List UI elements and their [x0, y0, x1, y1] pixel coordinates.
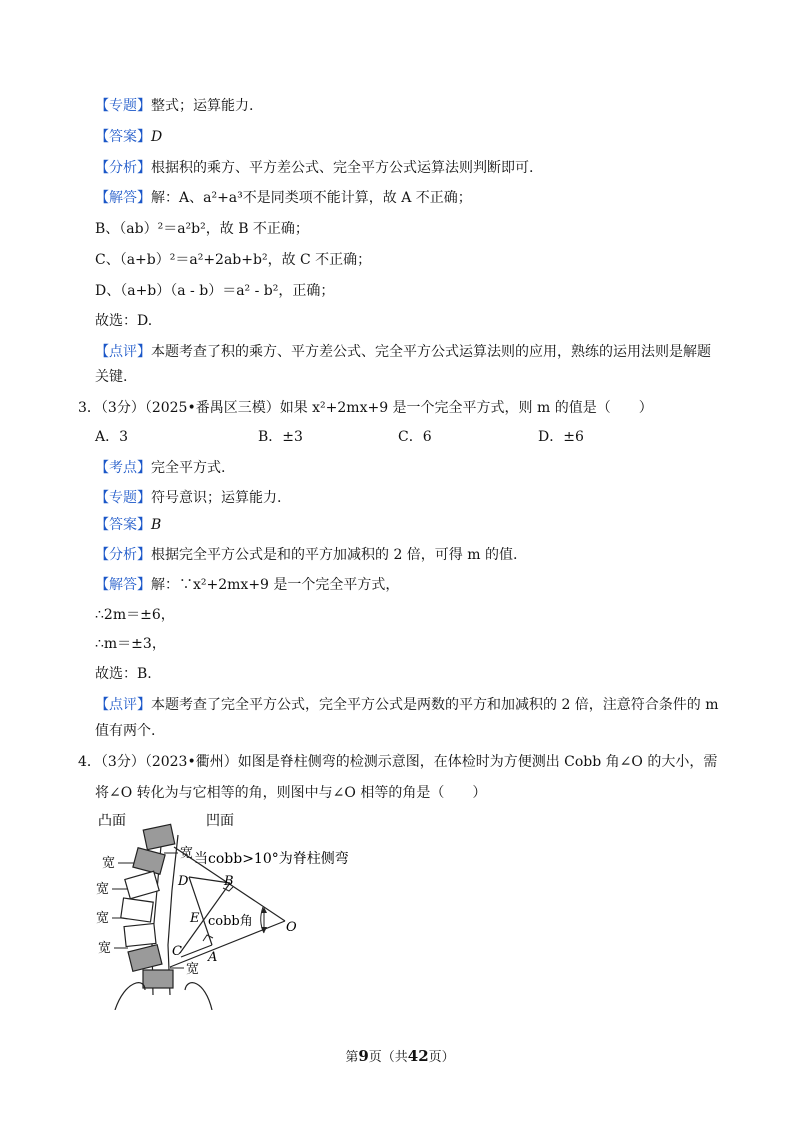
- q4-stem-line1: 4．（3分）（2023•衢州）如图是脊柱侧弯的检测示意图，在体检时为方便测出 Cobb 角∠O 的大小，需: [78, 754, 718, 770]
- q3-option-c: C．6: [398, 429, 432, 445]
- jieda-label: 【解答】: [95, 190, 151, 206]
- point-A: A: [208, 950, 218, 965]
- dianping-text: 本题考查了完全平方公式，完全平方公式是两数的平方和加减积的 2 倍，注意符合条件的 m: [151, 697, 719, 713]
- right-angle-mark: [203, 935, 213, 941]
- fenxi-text: 根据完全平方公式是和的平方加减积的 2 倍，可得 m 的值.: [151, 547, 518, 563]
- zhuanti-label: 【专题】: [95, 490, 151, 506]
- zhuanti-label: 【专题】: [95, 98, 151, 114]
- q2-dianping-line: [95, 342, 711, 362]
- label-condition: 当cobb>10°为脊柱侧弯: [194, 851, 349, 867]
- label-cobb: cobb角: [208, 914, 253, 929]
- vertebrae-group: [121, 824, 175, 988]
- point-B: B: [224, 874, 234, 889]
- pelvis-right: [185, 983, 212, 1010]
- point-O: O: [286, 920, 297, 935]
- zhuanti-text: 符号意识；运算能力.: [151, 490, 282, 506]
- spine-diagram: [90, 805, 420, 1010]
- q3-step1: ∴2m＝±6，: [95, 607, 175, 623]
- label-kuan: 宽: [96, 911, 110, 926]
- q2-line-d: D、（a+b）（a - b）＝a² - b²，正确；: [95, 283, 335, 299]
- label-aomian: 凹面: [206, 813, 234, 829]
- vertebra: [143, 970, 173, 988]
- dianping-label: 【点评】: [95, 697, 151, 713]
- footer-prefix: 第: [345, 1050, 359, 1065]
- jieda-label: 【解答】: [95, 577, 151, 593]
- point-D: D: [178, 874, 189, 889]
- footer-total-pages: 42: [407, 1047, 429, 1065]
- vertebra: [121, 898, 153, 922]
- point-E: E: [190, 911, 200, 926]
- answer-label: 【答案】: [95, 129, 151, 145]
- vertebra: [128, 945, 162, 972]
- footer-suffix: 页）: [428, 1050, 455, 1065]
- q2-zhuanti-line: [95, 96, 253, 116]
- footer-mid: 页（共: [368, 1050, 408, 1065]
- zhuanti-text: 整式；运算能力.: [151, 98, 254, 114]
- label-kuan: 宽: [96, 882, 110, 897]
- dianping-text: 本题考查了积的乘方、平方差公式、完全平方公式运算法则的应用，熟练的运用法则是解题: [151, 344, 711, 360]
- label-tumian: 凸面: [98, 813, 126, 829]
- q3-choose: 故选：B.: [95, 666, 152, 682]
- q3-kaodian-line: [95, 458, 225, 478]
- q3-jieda-line: [95, 575, 399, 595]
- q2-line-c: C、（a+b）²＝a²+2ab+b²，故 C 不正确；: [95, 252, 372, 268]
- fenxi-text: 根据积的乘方、平方差公式、完全平方公式运算法则判断即可.: [151, 160, 534, 176]
- q3-dianping-line: [95, 695, 719, 715]
- jieda-text: 解：∵x²+2mx+9 是一个完全平方式，: [151, 577, 400, 593]
- q3-step2: ∴m＝±3，: [95, 636, 166, 652]
- label-kuan: 宽: [186, 962, 200, 977]
- q2-fenxi-line: [95, 158, 533, 178]
- q3-stem: 3．（3分）（2025•番禺区三模）如果 x²+2mx+9 是一个完全平方式，则 m 的值是（ ）: [78, 400, 653, 416]
- vertebra: [143, 824, 175, 849]
- q3-dianping-line2: 值有两个.: [95, 723, 156, 739]
- vertebra: [125, 871, 159, 898]
- answer-text: B: [151, 517, 162, 533]
- q3-option-d: D．±6: [538, 429, 584, 445]
- q3-option-a: A．3: [95, 429, 129, 445]
- page-footer: [0, 1046, 800, 1065]
- footer-page-number: 9: [358, 1047, 369, 1065]
- q2-line-b: B、（ab）²＝a²b²，故 B 不正确；: [95, 221, 309, 237]
- q3-answer-line: [95, 515, 161, 535]
- answer-label: 【答案】: [95, 517, 151, 533]
- answer-text: D: [151, 129, 163, 145]
- vertebra: [124, 923, 156, 946]
- q3-option-b: B．±3: [258, 429, 303, 445]
- dianping-label: 【点评】: [95, 344, 151, 360]
- label-kuan: 宽: [98, 941, 112, 956]
- kaodian-text: 完全平方式.: [151, 460, 226, 476]
- q3-zhuanti-line: [95, 488, 281, 508]
- pelvis-left: [115, 983, 145, 1010]
- fenxi-label: 【分析】: [95, 547, 151, 563]
- q2-dianping-line2: 关键.: [95, 369, 128, 385]
- jieda-text: 解：A、a²+a³不是同类项不能计算，故 A 不正确；: [151, 190, 472, 206]
- point-C: C: [172, 944, 182, 959]
- q3-fenxi-line: [95, 545, 517, 565]
- q2-jieda-line: [95, 188, 472, 208]
- q2-choose: 故选：D.: [95, 313, 153, 329]
- kaodian-label: 【考点】: [95, 460, 151, 476]
- q2-answer-line: [95, 127, 162, 147]
- q4-stem-line2: 将∠O 转化为与它相等的角，则图中与∠O 相等的角是（ ）: [95, 785, 487, 801]
- fenxi-label: 【分析】: [95, 160, 151, 176]
- label-kuan: 宽: [102, 856, 116, 871]
- label-kuan: 宽: [180, 846, 194, 861]
